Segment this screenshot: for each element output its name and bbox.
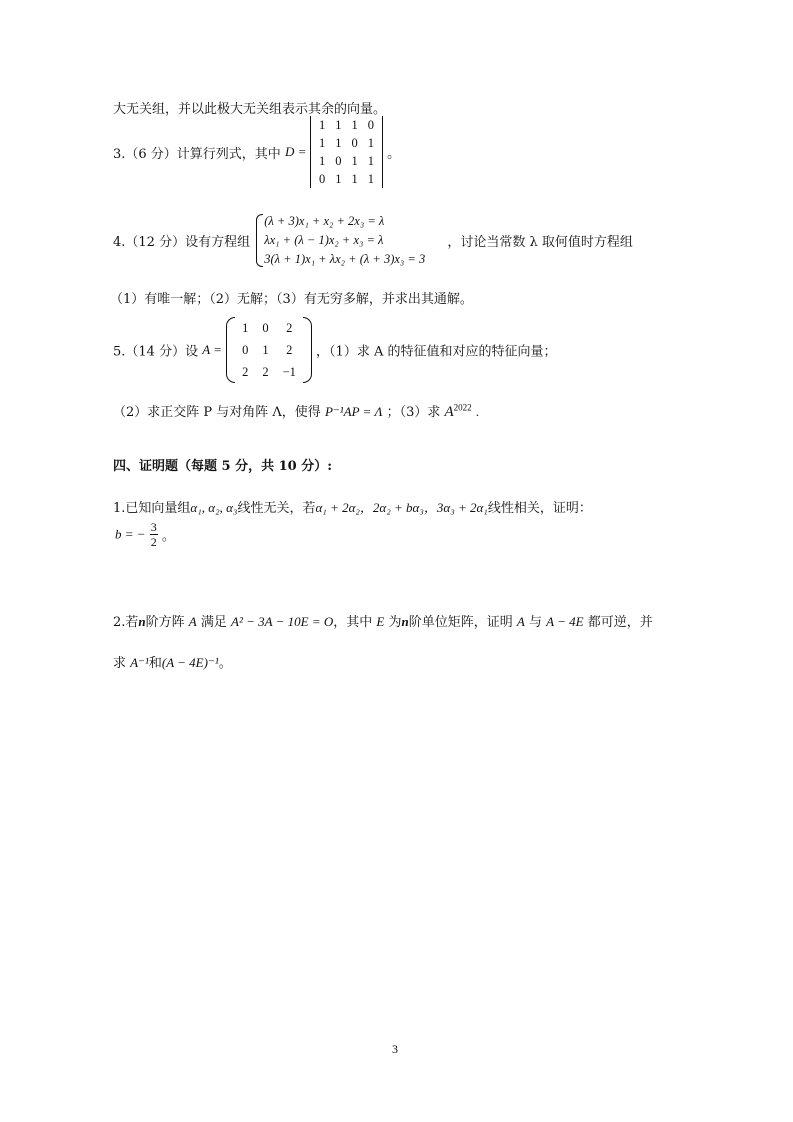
q3-det-cell: 1 — [351, 172, 358, 186]
p1-text-c: 线性相关，证明： — [487, 501, 592, 516]
p2-A1: A — [188, 614, 197, 629]
p2-E: E — [376, 614, 385, 629]
p2-eq: A² − 3A − 10E = O — [231, 614, 334, 629]
q3-det-cell: 1 — [318, 154, 326, 168]
q5-matrix — [226, 317, 312, 383]
q5-matrix-cell: 2 — [286, 343, 293, 357]
p1-fraction — [150, 520, 158, 549]
q3-det-cell: 1 — [335, 136, 342, 150]
p2-text-f: 阶单位矩阵，证明 — [408, 615, 513, 630]
q5-matrix-cell: 2 — [262, 365, 269, 379]
q4-eq-1: (λ + 3)x₁ + x₂ + 2x₃ = λ — [264, 214, 385, 228]
section-4-title: 四、证明题（每题 5 分，共 10 分）: — [113, 459, 333, 474]
q4-line2: （1）有唯一解；（2）无解；（3）有无穷多解，并求出其通解。 — [110, 292, 473, 307]
p1-end: 。 — [161, 529, 175, 544]
q3-det-cell: 1 — [367, 154, 374, 168]
q3-det-cell: 0 — [367, 118, 374, 132]
proof-1 — [113, 497, 592, 516]
q5-after: ，（1）求 A 的特征值和对应的特征向量； — [316, 344, 557, 360]
q5-matrix-cell: 0 — [262, 321, 269, 335]
p2-A2: A — [516, 614, 525, 629]
q4-eq-3: 3(λ + 1)x₁ + λx₂ + (λ + 3)x₃ = 3 — [264, 252, 426, 266]
page-number: 3 — [392, 1042, 398, 1056]
q3-var: D — [284, 144, 295, 159]
p2-inv1: A⁻¹ — [130, 655, 149, 670]
q5-matrix-cell: 0 — [242, 343, 249, 357]
p2-line2-b: 和 — [148, 656, 162, 671]
q4-label: 4.（12 分）设有方程组 — [113, 235, 251, 250]
q5-line2-eq: P⁻¹AP = Λ — [324, 404, 383, 419]
p2-n1: n — [138, 614, 146, 629]
p1-text-a: 1.已知向量组 — [113, 501, 191, 516]
question-5 — [113, 317, 556, 383]
q3-det-cell: 1 — [318, 118, 326, 132]
proof-2 — [113, 611, 653, 630]
p1-b-lhs: b = − — [115, 526, 146, 542]
question-4 — [113, 212, 633, 269]
q3-determinant — [310, 116, 383, 188]
p2-line2 — [113, 652, 232, 671]
q5-label: 5.（14 分）设 — [113, 344, 199, 360]
p2-text-a: 2.若 — [113, 615, 139, 630]
p1-combo: α₁ + 2α₂，2α₂ + bα₃，3α₃ + 2α₁ — [315, 500, 488, 515]
q3-det-cell: 1 — [351, 118, 358, 132]
p1-frac-den: 2 — [150, 535, 157, 549]
q4-eq-2: λx₁ + (λ − 1)x₂ + x₃ = λ — [264, 233, 384, 247]
q3-det-cell: 0 — [318, 172, 326, 186]
q3-det-cell: 1 — [335, 118, 342, 132]
q5-matrix-cell: 2 — [286, 321, 293, 335]
q5-matrix-cell: 2 — [242, 365, 249, 379]
p1-vectors: α₁, α₂, α₃ — [190, 500, 238, 515]
q3-label: 3.（6 分）计算行列式，其中 — [113, 146, 281, 162]
q5-line2 — [113, 401, 479, 421]
p1-line2 — [115, 520, 175, 549]
q3-det-cell: 1 — [367, 136, 374, 150]
q4-system — [254, 212, 425, 269]
q5-line2-a: （2）求正交阵 P 与对角阵 Λ，使得 — [113, 405, 321, 420]
q5-power-base: A — [444, 404, 454, 420]
p2-text-b: 阶方阵 — [145, 615, 185, 630]
p2-AE: A − 4E — [546, 614, 584, 629]
brace-icon — [256, 214, 263, 267]
p2-text-c: 满足 — [200, 615, 227, 630]
p2-text-h: 都可逆，并 — [587, 615, 653, 630]
q5-matrix-cell: −1 — [282, 365, 296, 379]
p2-text-e: 为 — [388, 615, 402, 630]
q5-power-exp: 2022 — [453, 402, 472, 413]
p2-n2: n — [401, 614, 409, 629]
q3-end: 。 — [387, 146, 401, 162]
q3-det-cell: 1 — [335, 172, 342, 186]
p2-line2-a: 求 — [113, 656, 127, 671]
q5-line2-end: . — [475, 404, 480, 419]
q3-det-cell: 1 — [318, 136, 326, 150]
q3-det-cell: 0 — [335, 154, 342, 168]
p2-inv2: (A − 4E)⁻¹ — [161, 655, 219, 670]
q3-det-cell: 1 — [351, 154, 358, 168]
p2-text-g: 与 — [529, 615, 543, 630]
q5-var: A = — [202, 342, 222, 357]
q5-matrix-cell: 1 — [262, 343, 269, 357]
p2-text-d: ，其中 — [333, 615, 373, 630]
p2-line2-end: 。 — [218, 656, 232, 671]
q3-det-cell: 1 — [367, 172, 374, 186]
p1-frac-num: 3 — [150, 520, 157, 534]
q3-det-cell: 0 — [351, 136, 358, 150]
question-3 — [113, 116, 400, 188]
continued-line: 大无关组，并以此极大无关组表示其余的向量。 — [113, 102, 387, 117]
p1-text-b: 线性无关，若 — [237, 501, 316, 516]
q3-eq: = — [298, 144, 306, 159]
q5-line2-b: ；（3）求 — [386, 405, 441, 420]
q4-after: ，讨论当常数 λ 取何值时方程组 — [447, 235, 633, 250]
q5-matrix-cell: 1 — [242, 321, 249, 335]
